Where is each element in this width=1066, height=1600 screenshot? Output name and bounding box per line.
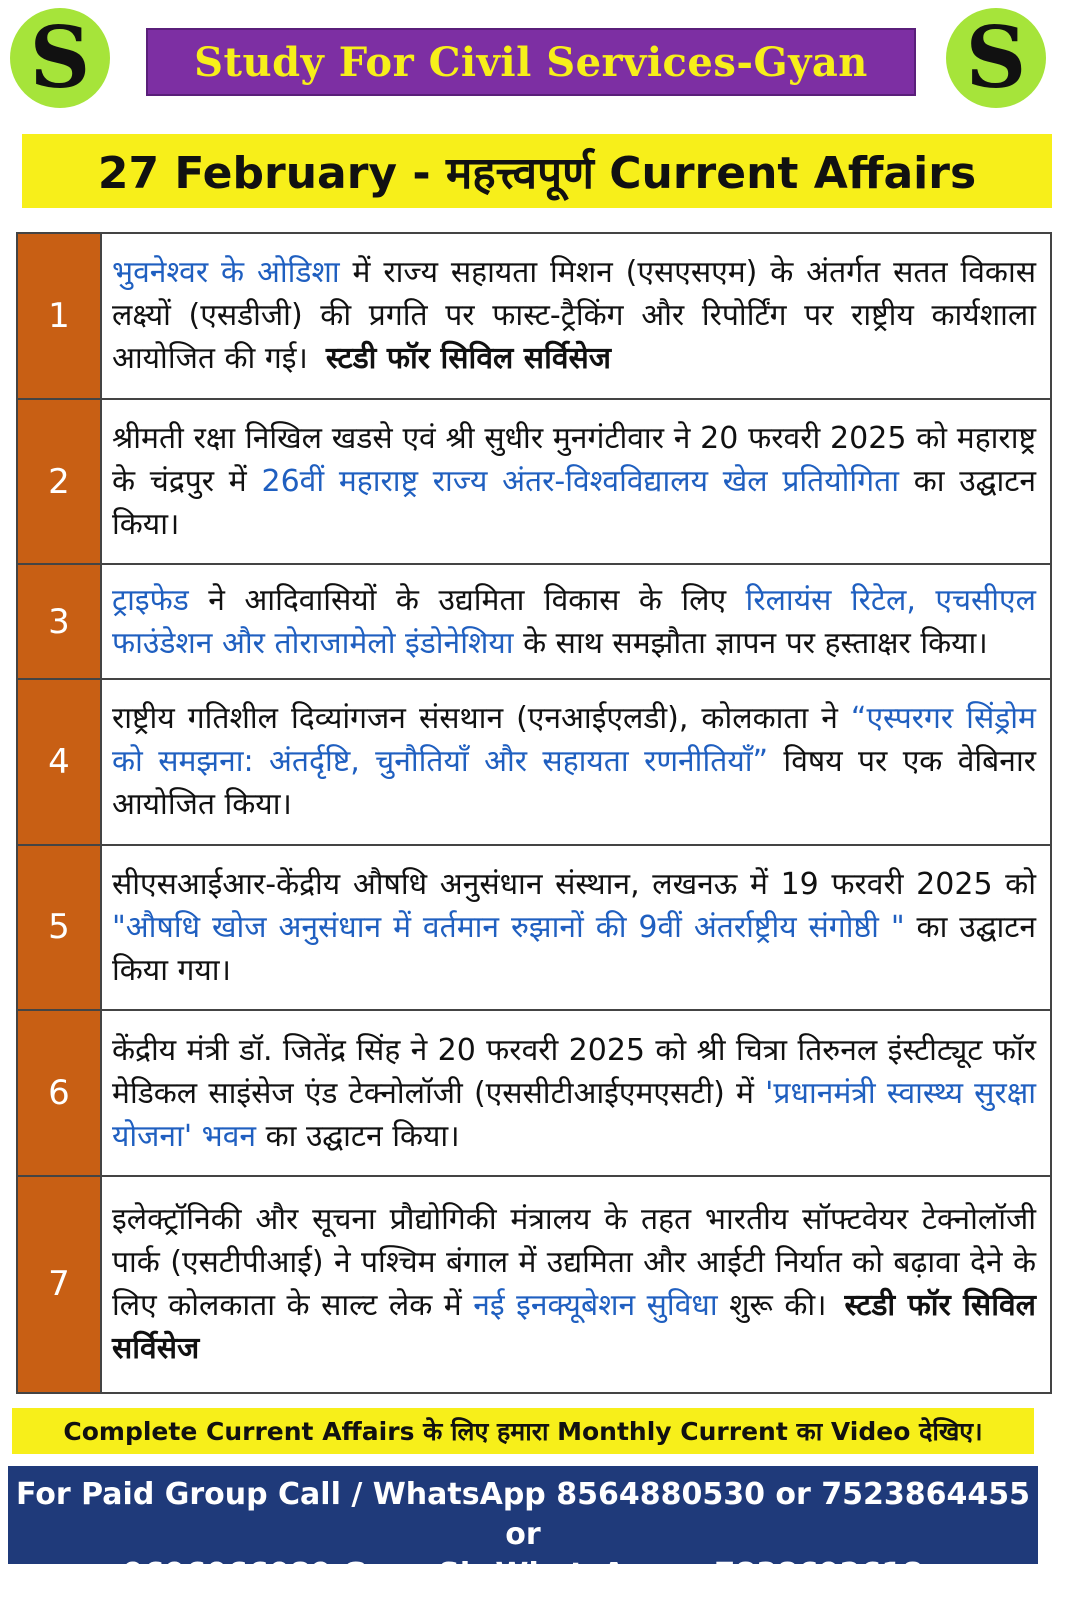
- text-segment: सीएसआईआर-केंद्रीय औषधि अनुसंधान संस्थान, लखनऊ में 19 फरवरी 2025 को: [112, 866, 1036, 902]
- text-segment: राष्ट्रीय गतिशील दिव्यांगजन संसथान (एनआईएलडी), कोलकाता ने: [112, 701, 851, 737]
- row-number: 3: [17, 564, 101, 678]
- text-segment: केंद्रीय मंत्री डॉ. जितेंद्र सिंह ने 20 फरवरी 2025 को श्री चित्रा तिरुनल इंस्टीट्यूट फॉर मेडिकल साइंसेज एंड टेक्नोलॉजी (एससीटीआईएमएसटी) में: [112, 1032, 1036, 1111]
- text-segment: इलेक्ट्रॉनिकी और सूचना प्रौद्योगिकी मंत्रालय के तहत भारतीय सॉफ्टवेयर टेक्नोलॉजी पार्क (एसटीपीआई) ने पश्चिम बंगाल में उद्यमिता और आईटी निर्यात को बढ़ावा देने के लिए कोलकाता के साल्ट लेक में: [112, 1202, 1036, 1324]
- row-text: [101, 233, 1051, 399]
- logo-left: S: [10, 8, 110, 108]
- highlighted-text: 'प्रधानमंत्री स्वास्थ्य सुरक्षा योजना' भवन: [112, 1075, 1036, 1154]
- text-segment: का उद्घाटन किया।: [112, 464, 1036, 543]
- text-segment: शुरू की।: [717, 1288, 827, 1324]
- brand-signature: स्टडी फॉर सिविल सर्विसेज: [325, 341, 612, 377]
- highlighted-text: “एस्परगर सिंड्रोम को समझना: अंतर्दृष्टि, चुनौतियाँ और सहायता रणनीतियाँ”: [112, 701, 1036, 780]
- text-segment: ने आदिवासियों के उद्यमिता विकास के लिए: [188, 582, 746, 618]
- current-affairs-table: [16, 232, 1052, 1394]
- table-row: [17, 233, 1051, 399]
- brand-signature: स्टडी फॉर सिविल सर्विसेज: [112, 1288, 1036, 1367]
- highlighted-text: ट्राइफेड: [112, 582, 189, 618]
- footer-note: Complete Current Affairs के लिए हमारा Monthly Current का Video देखिए।: [12, 1408, 1034, 1454]
- row-text: [101, 845, 1051, 1011]
- text-segment: का उद्घाटन किया।: [256, 1118, 460, 1154]
- row-number: 2: [17, 399, 101, 565]
- highlighted-text: नई इनक्यूबेशन सुविधा: [473, 1288, 718, 1324]
- table-row: [17, 564, 1051, 678]
- highlighted-text: 26वीं महाराष्ट्र राज्य अंतर-विश्वविद्यालय खेल प्रतियोगिता: [261, 464, 899, 500]
- contact-line-1: For Paid Group Call / WhatsApp 8564880530 or 7523864455 or: [15, 1477, 1030, 1552]
- text-segment: विषय पर एक वेबिनार आयोजित किया।: [112, 744, 1036, 823]
- table-row: [17, 399, 1051, 565]
- row-text: [101, 399, 1051, 565]
- table-row: [17, 679, 1051, 845]
- highlighted-text: "औषधि खोज अनुसंधान में वर्तमान रुझानों की 9वीं अंतर्राष्ट्रीय संगोष्ठी ": [112, 909, 905, 945]
- logo-right: S: [946, 8, 1046, 108]
- text-segment: में राज्य सहायता मिशन (एसएसएम) के अंतर्गत सतत विकास लक्ष्यों (एसडीजी) की प्रगति पर फास्ट-ट्रैकिंग और रिपोर्टिंग पर राष्ट्रीय कार्यशाला आयोजित की गई।: [112, 255, 1036, 377]
- highlighted-text: रिलायंस रिटेल, एचसीएल फाउंडेशन और तोराजामेलो इंडोनेशिया: [112, 582, 1036, 661]
- table-row: [17, 1176, 1051, 1393]
- row-number: 1: [17, 233, 101, 399]
- row-text: [101, 679, 1051, 845]
- row-number: 6: [17, 1010, 101, 1176]
- text-segment: के साथ समझौता ज्ञापन पर हस्ताक्षर किया।: [513, 625, 988, 661]
- table-row: [17, 845, 1051, 1011]
- row-number: 4: [17, 679, 101, 845]
- page-title: 27 February - महत्त्वपूर्ण Current Affairs: [22, 134, 1052, 208]
- row-text: [101, 564, 1051, 678]
- contact-line-2: 9696066089 Gyan Sir WhatsApp = 7838692618: [122, 1557, 924, 1592]
- row-number: 5: [17, 845, 101, 1011]
- row-text: [101, 1176, 1051, 1393]
- contact-footer: [8, 1466, 1038, 1592]
- row-number: 7: [17, 1176, 101, 1393]
- highlighted-text: भुवनेश्वर के ओडिशा: [112, 255, 340, 291]
- site-banner-title: Study For Civil Services-Gyan: [146, 28, 916, 96]
- text-segment: का उद्घाटन किया गया।: [112, 909, 1036, 988]
- text-segment: श्रीमती रक्षा निखिल खडसे एवं श्री सुधीर मुनगंटीवार ने 20 फरवरी 2025 को महाराष्ट्र के चंद्रपुर में: [112, 421, 1036, 500]
- row-text: [101, 1010, 1051, 1176]
- table-row: [17, 1010, 1051, 1176]
